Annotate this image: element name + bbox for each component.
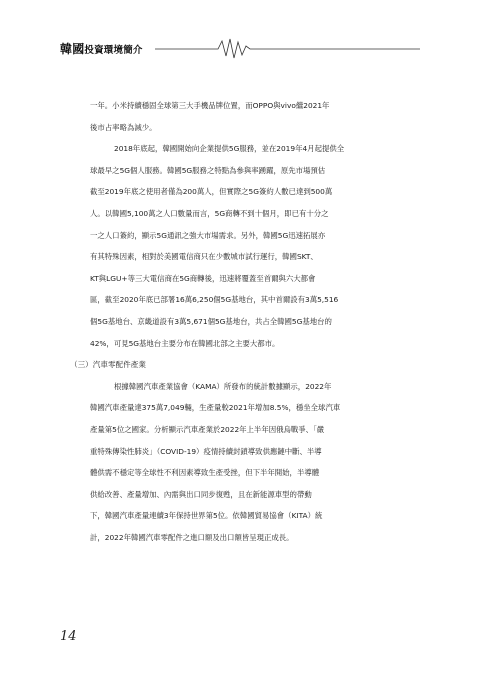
text-line: KT與LGU+等三大電信商在5G商轉後，迅速將覆蓋至首爾與六大都會 bbox=[90, 273, 316, 283]
text-line: 體供需不穩定等全球性不利因素導致生產受挫，但下半年開始，半導體 bbox=[90, 468, 320, 478]
header-title-big: 韓國 bbox=[60, 42, 85, 56]
section-heading: （三）汽車零配件產業 bbox=[70, 360, 146, 370]
text-line: 計，2022年韓國汽車零配件之進口額及出口額皆呈現正成長。 bbox=[90, 532, 294, 542]
text-line: 球最早之5G個人服務。韓國5G服務之特點為參與率踴躍，原先市場預估 bbox=[90, 165, 326, 175]
text-line: 重特殊傳染性肺炎」（COVID-19）疫情持續封鎖導致供應鏈中斷、半導 bbox=[90, 446, 322, 456]
page-number: 14 bbox=[60, 629, 77, 644]
page-content bbox=[70, 95, 420, 548]
text-line: 後市占率略為減少。 bbox=[90, 122, 157, 132]
text-line: 產量第5位之國家。分析顯示汽車產業於2022年上半年因俄烏戰爭、「嚴 bbox=[90, 424, 325, 434]
text-line: 人。以韓國5,100萬之人口數量而言，5G商轉不到十個月，即已有十分之 bbox=[90, 208, 329, 218]
running-header bbox=[60, 36, 420, 62]
paragraph-auto-parts bbox=[90, 376, 420, 549]
paragraph-5g-service bbox=[90, 138, 420, 354]
header-title bbox=[60, 40, 143, 57]
text-line: 根據韓國汽車產業協會（KAMA）所發布的統計數據顯示，2022年 bbox=[114, 381, 332, 391]
text-line: 韓國汽車產量達375萬7,049輛，生產量較2021年增加8.5%，穩坐全球汽車 bbox=[90, 403, 341, 413]
text-line: 一之人口簽約，顯示5G通訊之強大市場需求。另外，韓國5G迅速拓展亦 bbox=[90, 230, 326, 240]
text-line: 有其特殊因素，相對於美國電信商只在少數城市試行運行，韓國SKT、 bbox=[90, 252, 318, 262]
text-line: 2018年底起，韓國開始向企業提供5G服務，並在2019年4月起提供全 bbox=[114, 144, 345, 154]
text-line: 供給改善、產量增加、內需與出口同步復甦，且在新能源車型的帶動 bbox=[90, 489, 312, 499]
text-line: 一年。小米持續穩固全球第三大手機品牌位置，而OPPO與vivo繼2021年 bbox=[90, 101, 330, 110]
paragraph-smartphone-continued bbox=[90, 95, 420, 138]
text-line: 個5G基地台、京畿道設有3萬5,671個5G基地台，共占全韓國5G基地台的 bbox=[90, 316, 332, 326]
text-line: 截至2019年底之使用者僅為200萬人，但實際之5G簽約人數已達到500萬 bbox=[90, 187, 333, 197]
header-title-small: 投資環境簡介 bbox=[84, 45, 143, 56]
text-line: 下，韓國汽車產量連續3年保持世界第5位。依韓國貿易協會（KITA）統 bbox=[90, 511, 323, 521]
text-line: 42%，可見5G基地台主要分布在韓國北部之主要大都市。 bbox=[90, 338, 280, 348]
text-line: 區，截至2020年底已部署16萬6,250個5G基地台，其中首爾設有3萬5,516 bbox=[90, 295, 339, 305]
